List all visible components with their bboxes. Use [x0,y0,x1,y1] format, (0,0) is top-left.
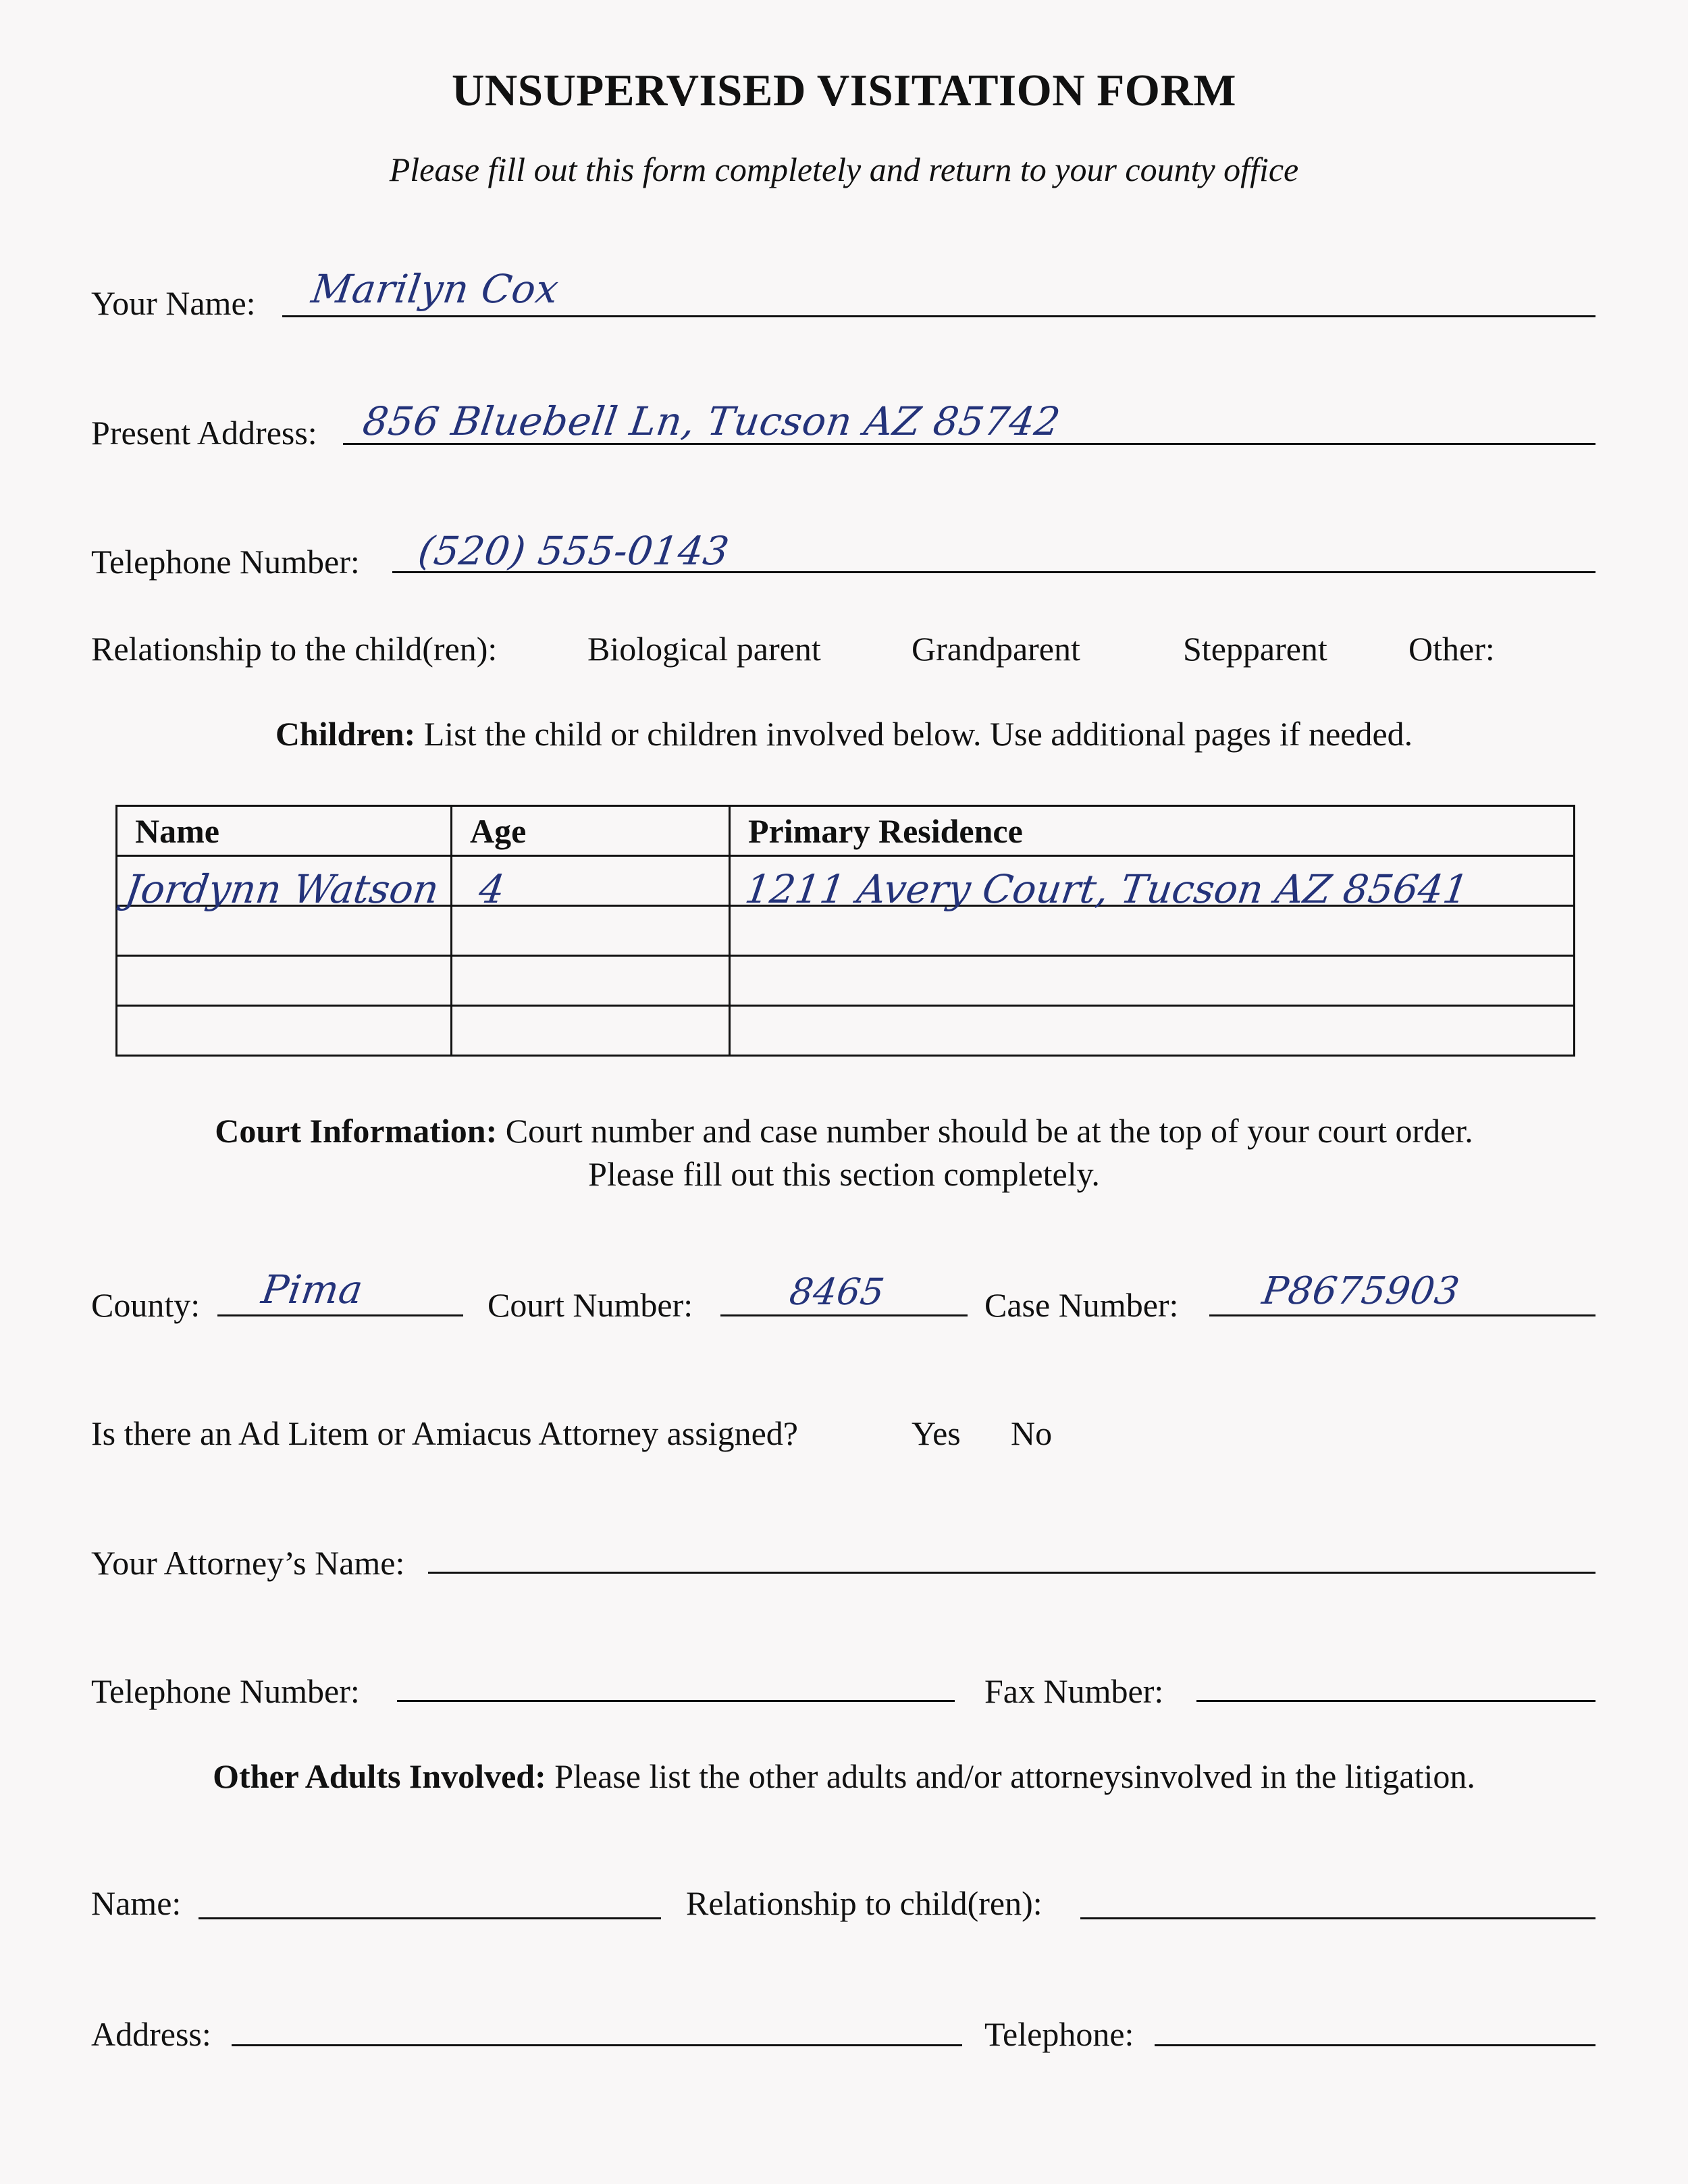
attorney-name-label: Your Attorney’s Name: [91,1544,405,1582]
children-header-residence: Primary Residence [730,806,1575,856]
fax-number-label: Fax Number: [984,1672,1164,1710]
table-row [117,906,1575,956]
other-adults-instructions [0,1757,1688,1796]
court-heading: Court Information: [215,1112,498,1150]
relationship-option-other[interactable]: Other: [1408,630,1495,668]
court-instructions-line2: Please fill out this section completely. [588,1155,1100,1193]
form-title: UNSUPERVISED VISITATION FORM [452,65,1236,115]
other-adults-heading: Other Adults Involved: [213,1757,546,1795]
telephone-value[interactable]: (520) 555-0143 [415,528,733,574]
attorney-no-option[interactable]: No [1011,1414,1053,1452]
relationship-option-stepparent[interactable]: Stepparent [1183,630,1327,668]
children-header-name: Name [117,806,452,856]
children-instructions [0,714,1688,753]
table-row [117,1006,1575,1056]
children-header-age: Age [452,806,730,856]
children-text: List the child or children involved below. Use additional pages if needed. [423,715,1413,753]
other-adult-telephone-line[interactable] [1155,2044,1595,2046]
other-adult-address-label: Address: [91,2015,211,2053]
child-residence-cell[interactable] [730,956,1575,1006]
attorney-telephone-line[interactable] [397,1700,955,1702]
your-name-label: Your Name: [91,284,256,322]
other-adult-name-label: Name: [91,1884,182,1922]
case-number-value[interactable]: P8675903 [1259,1269,1462,1313]
child-name-cell[interactable] [117,906,452,956]
other-adult-address-line[interactable] [232,2044,962,2046]
children-table [115,805,1575,1057]
other-adult-relationship-label: Relationship to child(ren): [686,1884,1043,1922]
child-name-cell[interactable] [117,956,452,1006]
attorney-telephone-label: Telephone Number: [91,1672,360,1710]
court-instructions [0,1111,1688,1150]
other-adults-text: Please list the other adults and/or attorneysinvolved in the litigation. [554,1757,1475,1795]
child-residence-cell[interactable] [730,1006,1575,1056]
county-value[interactable]: Pima [259,1267,366,1312]
children-table-header [117,806,1575,856]
county-label: County: [91,1286,201,1324]
child-residence-value: 1211 Avery Court, Tucson AZ 85641 [742,865,1472,912]
fax-number-line[interactable] [1196,1700,1595,1702]
child-age-value: 4 [476,865,508,912]
relationship-label: Relationship to the child(ren): [91,630,498,668]
court-number-label: Court Number: [487,1286,693,1324]
present-address-label: Present Address: [91,414,317,452]
form-subtitle: Please fill out this form completely and return to your county office [389,151,1299,188]
court-number-line[interactable] [720,1314,968,1316]
present-address-value[interactable]: 856 Bluebell Ln, Tucson AZ 85742 [360,398,1063,444]
other-adult-telephone-label: Telephone: [984,2015,1134,2053]
child-age-cell[interactable] [452,956,730,1006]
other-adult-relationship-line[interactable] [1080,1917,1595,1919]
table-row [117,956,1575,1006]
relationship-option-grandparent[interactable]: Grandparent [912,630,1080,668]
relationship-option-biological[interactable]: Biological parent [587,630,821,668]
attorney-question: Is there an Ad Litem or Amiacus Attorney assigned? [91,1414,798,1452]
other-adult-name-line[interactable] [199,1917,661,1919]
court-text: Court number and case number should be at the top of your court order. [505,1112,1473,1150]
case-number-line[interactable] [1209,1314,1595,1316]
attorney-name-line[interactable] [428,1572,1595,1574]
county-line[interactable] [217,1314,463,1316]
children-heading: Children: [275,715,416,753]
court-number-value[interactable]: 8465 [787,1271,887,1313]
child-age-cell[interactable] [452,906,730,956]
table-row [117,856,1575,906]
attorney-yes-option[interactable]: Yes [912,1414,961,1452]
your-name-line[interactable] [282,315,1595,317]
telephone-label: Telephone Number: [91,543,360,581]
child-age-cell[interactable] [452,856,730,912]
your-name-value[interactable]: Marilyn Cox [309,266,562,312]
child-age-cell[interactable] [452,1006,730,1056]
child-name-cell[interactable] [117,856,452,912]
case-number-label: Case Number: [984,1286,1179,1324]
child-name-value: Jordynn Watson [122,865,442,912]
child-residence-cell[interactable] [730,906,1575,956]
child-residence-cell[interactable] [730,856,1575,912]
child-name-cell[interactable] [117,1006,452,1056]
